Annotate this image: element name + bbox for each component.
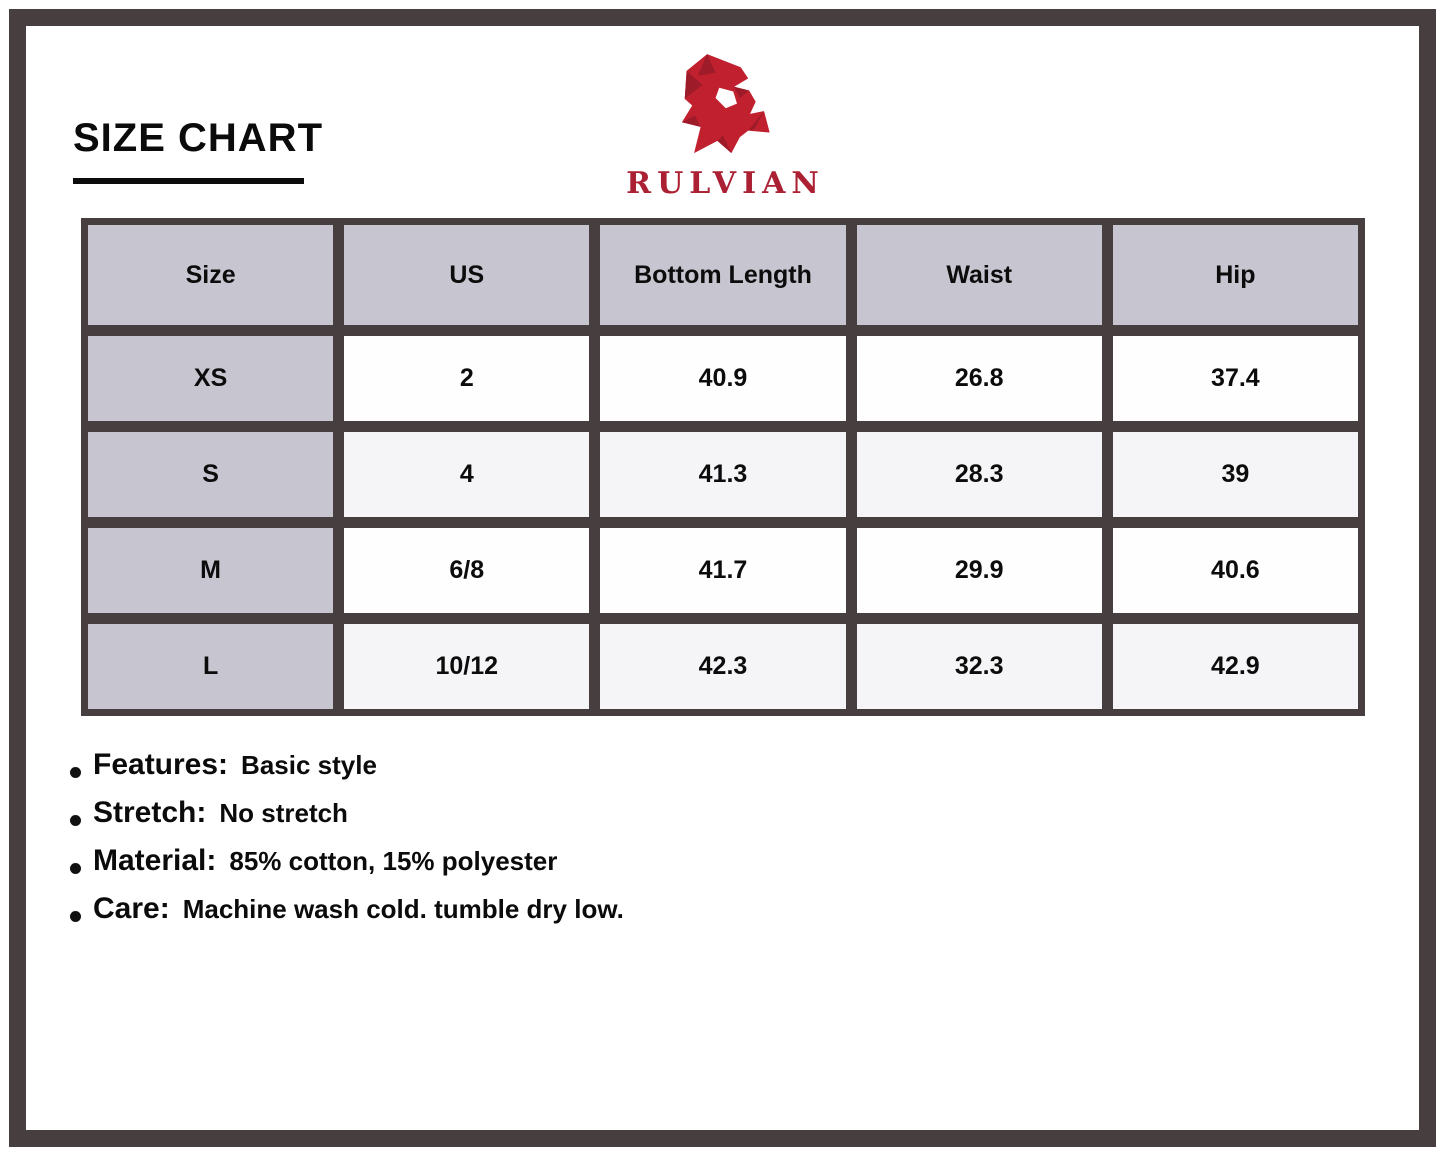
data-cell: 42.3: [600, 624, 845, 709]
brand-logo-r-mark-icon: [653, 42, 793, 168]
data-cell: 26.8: [857, 336, 1102, 421]
detail-label: Material:: [93, 844, 217, 877]
data-cell: 10/12: [344, 624, 589, 709]
column-header-cell: US: [344, 225, 589, 325]
data-cell: 41.3: [600, 432, 845, 517]
data-cell: 6/8: [344, 528, 589, 613]
column-header-cell: Hip: [1113, 225, 1358, 325]
bullet-icon: [70, 863, 81, 874]
detail-value: 85% cotton, 15% polyester: [229, 846, 558, 876]
detail-label: Stretch:: [93, 796, 207, 829]
data-cell: 32.3: [857, 624, 1102, 709]
size-table: [81, 218, 1365, 716]
column-header-cell: Size: [88, 225, 333, 325]
data-cell: 37.4: [1113, 336, 1358, 421]
detail-label: Features:: [93, 748, 229, 781]
detail-label: Care:: [93, 892, 170, 925]
column-header-cell: Bottom Length: [600, 225, 845, 325]
data-cell: 40.6: [1113, 528, 1358, 613]
data-cell: 41.7: [600, 528, 845, 613]
page-title: SIZE CHART: [73, 116, 323, 160]
detail-value: Basic style: [241, 750, 377, 780]
detail-item: [70, 892, 624, 940]
detail-value: Machine wash cold. tumble dry low.: [182, 894, 624, 924]
data-cell: 29.9: [857, 528, 1102, 613]
data-cell: 2: [344, 336, 589, 421]
bullet-icon: [70, 911, 81, 922]
data-cell: 42.9: [1113, 624, 1358, 709]
size-label-cell: M: [88, 528, 333, 613]
detail-item: [70, 844, 624, 892]
brand-logo: [0, 42, 1445, 201]
size-label-cell: L: [88, 624, 333, 709]
bullet-icon: [70, 815, 81, 826]
details-list: [70, 748, 624, 940]
column-header-cell: Waist: [857, 225, 1102, 325]
size-label-cell: S: [88, 432, 333, 517]
data-cell: 28.3: [857, 432, 1102, 517]
brand-wordmark: RULVIAN: [626, 166, 825, 201]
data-cell: 39: [1113, 432, 1358, 517]
size-label-cell: XS: [88, 336, 333, 421]
detail-item: [70, 796, 624, 844]
detail-item: [70, 748, 624, 796]
detail-value: No stretch: [219, 798, 348, 828]
bullet-icon: [70, 767, 81, 778]
data-cell: 4: [344, 432, 589, 517]
data-cell: 40.9: [600, 336, 845, 421]
